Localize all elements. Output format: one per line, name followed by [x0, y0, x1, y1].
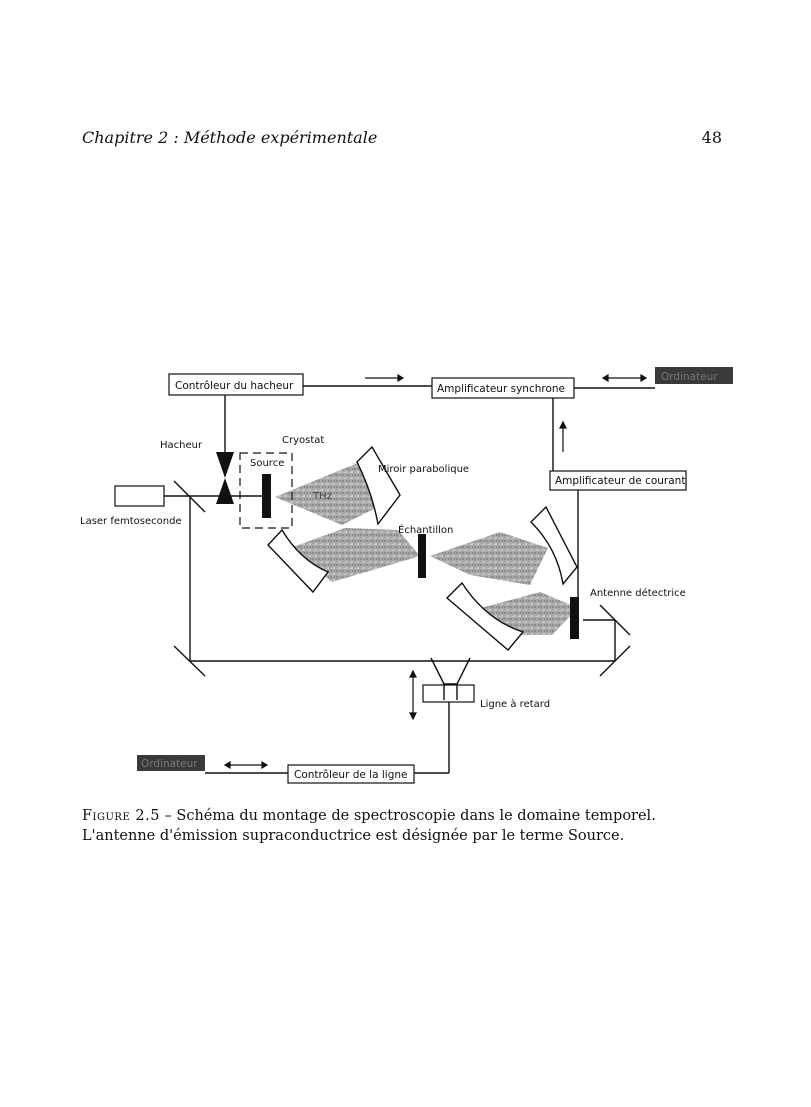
caption-label: Figure 2.5 [82, 808, 160, 824]
sample [418, 534, 426, 578]
sample-label: Échantillon [398, 525, 454, 536]
chopper-controller-box [169, 374, 303, 395]
chapter-title: Chapitre 2 : Méthode expérimentale [82, 128, 378, 147]
figure-caption [82, 806, 732, 846]
svg-text:Amplificateur de courant: Amplificateur de courant [555, 475, 686, 487]
computer-box-top [655, 367, 733, 384]
parabolic-mirror-label: Miroir parabolique [378, 464, 470, 475]
lockin-amplifier-box [432, 378, 574, 398]
detector-label: Antenne détectrice [590, 588, 686, 599]
line-controller-box [288, 765, 414, 783]
svg-text:Amplificateur synchrone: Amplificateur synchrone [437, 383, 566, 395]
chopper-label: Hacheur [160, 440, 203, 451]
wiring [205, 386, 655, 773]
svg-text:Ordinateur: Ordinateur [141, 758, 198, 770]
laser-label: Laser femtoseconde [80, 516, 182, 527]
thz-beam [275, 462, 578, 635]
svg-text:Ordinateur: Ordinateur [661, 371, 718, 383]
delay-line-label: Ligne à retard [480, 699, 551, 710]
computer-box-bottom [137, 755, 205, 771]
cryostat-label: Cryostat [282, 435, 325, 446]
svg-text:Contrôleur du hacheur: Contrôleur du hacheur [175, 380, 294, 392]
delay-line-box [423, 685, 474, 702]
page-number: 48 [701, 128, 722, 147]
svg-text:Contrôleur de la ligne: Contrôleur de la ligne [294, 769, 408, 781]
current-amplifier-box [550, 471, 686, 490]
thz-label: THz [313, 491, 332, 502]
laser-box [115, 486, 164, 506]
detector-antenna [570, 597, 579, 639]
signal-arrows [225, 375, 646, 768]
source-antenna [262, 474, 271, 518]
chopper [216, 452, 234, 504]
source-label: Source [250, 458, 285, 469]
caption-text: – Schéma du montage de spectroscopie dans le domaine temporel. L'antenne d'émission supraconductrice est désignée par le terme Source. [82, 808, 656, 844]
